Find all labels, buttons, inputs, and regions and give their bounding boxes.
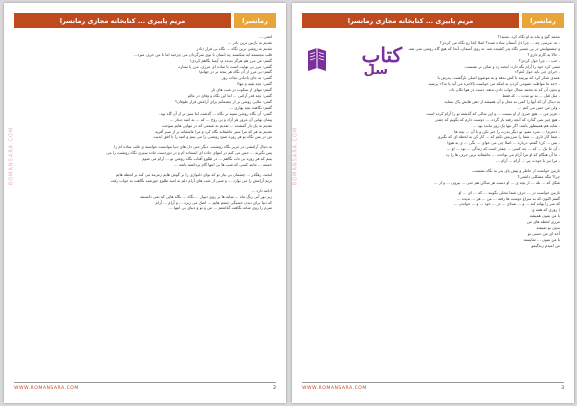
text-line: سرم را روی شانه نگاهت گذاشتم ... من و تو و دنیای بی انتها ... — [169, 205, 272, 211]
text-line: تقدیم به نازنین ترین نادر ... — [227, 39, 272, 45]
text-line: تقدیم به هر که مرا سبز عاشقانه نگاه کرد و مرا عاشقانه تر از سبز آفرید — [154, 128, 272, 134]
page-number: 2 — [273, 385, 276, 391]
text-line: - عزیز من ... هیچ خبری از او نیست ... و این سالی که گذشته تو را آرام کرده است — [426, 110, 560, 116]
text-line: به دنبال آن که آنها را کمی به محل و آن همیشه از ذهن هایش پاک ننماید. — [443, 98, 560, 104]
text-line: با من بمون ... شایسته — [523, 236, 560, 242]
text-line: گفتم: بی مرز از آن نگاه هر پنجه تر در جهانم! — [198, 69, 272, 75]
text-line: مرزی لحظه های من — [526, 219, 560, 225]
header-title: مریم پاییزی ... کتابخانه مجازی رمانسرا — [14, 13, 231, 28]
text-line: با من بمون همیشه — [529, 213, 560, 219]
text-line: سعی کرد خود را آرام نگه دارد، لبخند زد و صاف تر نشست. — [464, 63, 560, 69]
text-line: آخه ای من دستی تو — [527, 231, 560, 236]
text-line: - ولی من حس می کنم ... — [517, 104, 560, 110]
text-line: بدون تو نمیشه — [536, 225, 560, 231]
text-line: گفتم: تنهای از سکوت در شب های تار — [211, 87, 272, 93]
page-footer — [14, 382, 276, 393]
right-page — [292, 3, 574, 403]
text-line: که سر را بهانه کند ... و ... صدای ... در ... خود ... و ... خواندن ... — [453, 201, 560, 207]
text-line: من در پس نگاه تو هر روزه صبح روشنی را می بینم و امید را تا افق ابدیت — [153, 134, 272, 140]
text-line: گفتی: آن نگاه روشن سپید تر نگاه ... گذشت اما سبز تر از آن گاه بود، — [159, 110, 272, 116]
text-line: و بدون آن که به محمد مجال جواب دادن بدهد، دست در هوا تکان داد. — [448, 87, 560, 93]
text-line: - هیچ چیز نمی گذارد که آنچه رفته باز گردد، ... دوست دارم که بگویم که چقدر — [435, 116, 560, 122]
text-line: - حالا به کارم داری؟ — [527, 51, 560, 57]
text-line: شکل که ... بله ... از بچه ی ... او دست هر ساکن هم حتی ... بیرون ... و از ... — [433, 179, 560, 185]
text-line: گفتی: ملایی روشن تر از چشمانم برای آرامش قرار طوفان؟ — [174, 98, 272, 104]
text-line: ادامه دارد ... — [251, 187, 272, 193]
text-line: گفتی: به جای بادبانی نجات روز — [221, 75, 272, 81]
text-line: گفتم: من مرز هم هرگز ندیده م، آیسا نگاهم کردی! — [189, 57, 272, 63]
header-brand: رمانسرا — [522, 13, 564, 28]
text-line: گفتی: بچه قدر آرامی ... اما این نگاه و وفای در عالم — [187, 93, 272, 99]
text-line: ترنم آرامش را می نوازد ... و شبی از شب های آرام دلم به امید طلوع خورشید نگاهت به خواب رفت — [110, 177, 272, 183]
text-line: زیر نور آبی رنگ ماه ... سایه ها بر روی دیوار ... نگاه ... نگاه هایی که نمی دانستند — [139, 193, 272, 199]
logo-text: کتاب — [361, 43, 402, 67]
page-header — [14, 13, 276, 28]
text-line: - «چه ما مواظب عمومی کردن به اینکه می خواست بالاخره می آید یا نه؟» پرسید — [428, 81, 560, 87]
text-line: پیمان نهایی آن غرور هر آزاد و بی روح ... که ... به امید دیدار ... — [169, 116, 272, 122]
side-watermark: ROMANSARA.COM — [8, 126, 15, 186]
left-page — [4, 3, 286, 403]
text-line: به دنبال آرامشی در حریر نگاه روشنت، دیگر حتی دل های دنیا نتوانست خواسته ی قلب ساده ام را — [114, 144, 272, 150]
text-line: چرا؟ مگه مشکلی داشتی؟ — [517, 173, 560, 179]
text-line: - مرا نیز با خودت ببر ... آرام ... آرام ... — [496, 158, 560, 164]
text-line: لبخند، رهگذر ... چشمان بی نیاز تو که نوای دلنوازی را بر گوش هایم زمزمه می کند بر لحظه هایم — [115, 171, 272, 177]
text-line: - «برای چی باید حول کنم؟» — [514, 69, 560, 75]
text-line: - مثل قبل ... نه تو مدت ... که فقط — [502, 93, 560, 99]
text-line: گفتی: بچه بقیه و تنها! — [236, 81, 272, 87]
text-line: قلب مجسمه ایه شکسته ,یه انسان با توی سرگردان می چرخید اما با من حرف میزد... — [133, 51, 272, 57]
text-line: - دخترم! ... سرد نشو. تو دیگر پدرت را خبر نکن و با آن ... بچه ها — [454, 128, 560, 134]
page-header — [302, 13, 564, 28]
text-line: عمدی شکر کرد که بپرسد تا کش ندهد و به موضوع اصلی بازگشت. پدرش با — [437, 75, 560, 81]
text-line: بینم که هر روزه بی تاب نگاهم ... در طلوع آفتاب نگاه روشن تو ... آرام می شوم — [142, 156, 272, 162]
text-line: نازنین خواست در ... حرف شما محلی بگویند ... که ... ای ... او — [458, 189, 560, 195]
text-line: من امیدم زندگیمو — [531, 242, 560, 248]
text-line: - ما آن هنگام که او مرا آرام می نواخت ... عاشقانه ترین حرف ها را زد — [445, 152, 560, 158]
text-line: لعنتی ... — [258, 34, 272, 39]
text-line: تقدیم به یک یار گمشده ... تقدیم به شمعی که در تنهایی هایم سوخت — [161, 122, 272, 128]
page-number: 3 — [561, 385, 564, 391]
text-line: گفتی: مرز بی نهایت است با ساده ای مرزی، مرز با ستاره — [178, 63, 272, 69]
page-body — [306, 34, 560, 375]
text-line: گفتم اکنون که به سراغ دوست ها رفته ... من ... هر ... ندیده ... — [456, 195, 560, 201]
footer-url[interactable]: WWW.ROMANSARA.COM — [302, 385, 367, 391]
page-footer — [302, 382, 564, 393]
text-line: ( روزی که همه ی — [531, 207, 560, 213]
text-line: - خب ... چرا حول کردی؟ — [518, 57, 560, 63]
page-body — [18, 34, 272, 375]
side-watermark: ROMANSARA.COM — [292, 126, 299, 186]
text-line: - نه. مرسی چه ... چرا دل آسمان ساده شده؟ اصلا کجا رو نگاه می کردی؟ — [439, 39, 560, 45]
text-line: - شما کار داری ... شما را سرزنش نکنم که ... کار کن به لحظه ای که بگیری — [437, 134, 560, 140]
text-line: محمد گنج و ماه به او نگاه کرد، شنید!؟ — [497, 34, 560, 39]
logo-subtext: سل — [363, 63, 388, 78]
text-line: تقدیم به روشن ترین نگاه ... نگاه بی قرار (نادر — [196, 45, 272, 51]
header-brand: رمانسرا — [234, 13, 276, 28]
text-line: خسته ... مانند کسی که شب ها بی انتها گام برداشته باشد ... — [173, 162, 272, 168]
text-line: - شاید هم همینطور باشد. اگر تنها یک روز مانده بود ... — [472, 122, 560, 128]
footer-url[interactable]: WWW.ROMANSARA.COM — [14, 385, 79, 391]
text-line: که دنیا برای دیدن خستگی چشم هایم ... اشک می ریزد ... و آرام ... آرام — [155, 199, 272, 205]
text-line: و چشمهایش در پی مسیر نگاه پدر کشیده شد. به روی آسمان، آنجا که هیچ گاه روشن نمی شد. — [407, 45, 560, 51]
text-line: - بس ... کن! گفتم، درباره ... اصلا چی می خوای ... بگی ... ی به هیچ! — [446, 140, 560, 146]
text-line: نازنین خواست از خاطر و پیش پای پدر به نگاه نشست. — [471, 167, 560, 173]
text-line: گفتم: نگاهت بچه بهاری ... — [229, 104, 272, 110]
text-line: - آن جا یک ... که ... چه کسی ... چقدر است که زندگی ... بود ... او ... — [446, 146, 560, 152]
text-line: پس بگیرند ... حس می کنم در انتهای جاده ای ایستاده ام و در دوردست جاده سبزی نگاه روشنت را می — [106, 150, 272, 156]
header-title: مریم پاییزی ... کتابخانه مجازی رمانسرا — [302, 13, 519, 28]
